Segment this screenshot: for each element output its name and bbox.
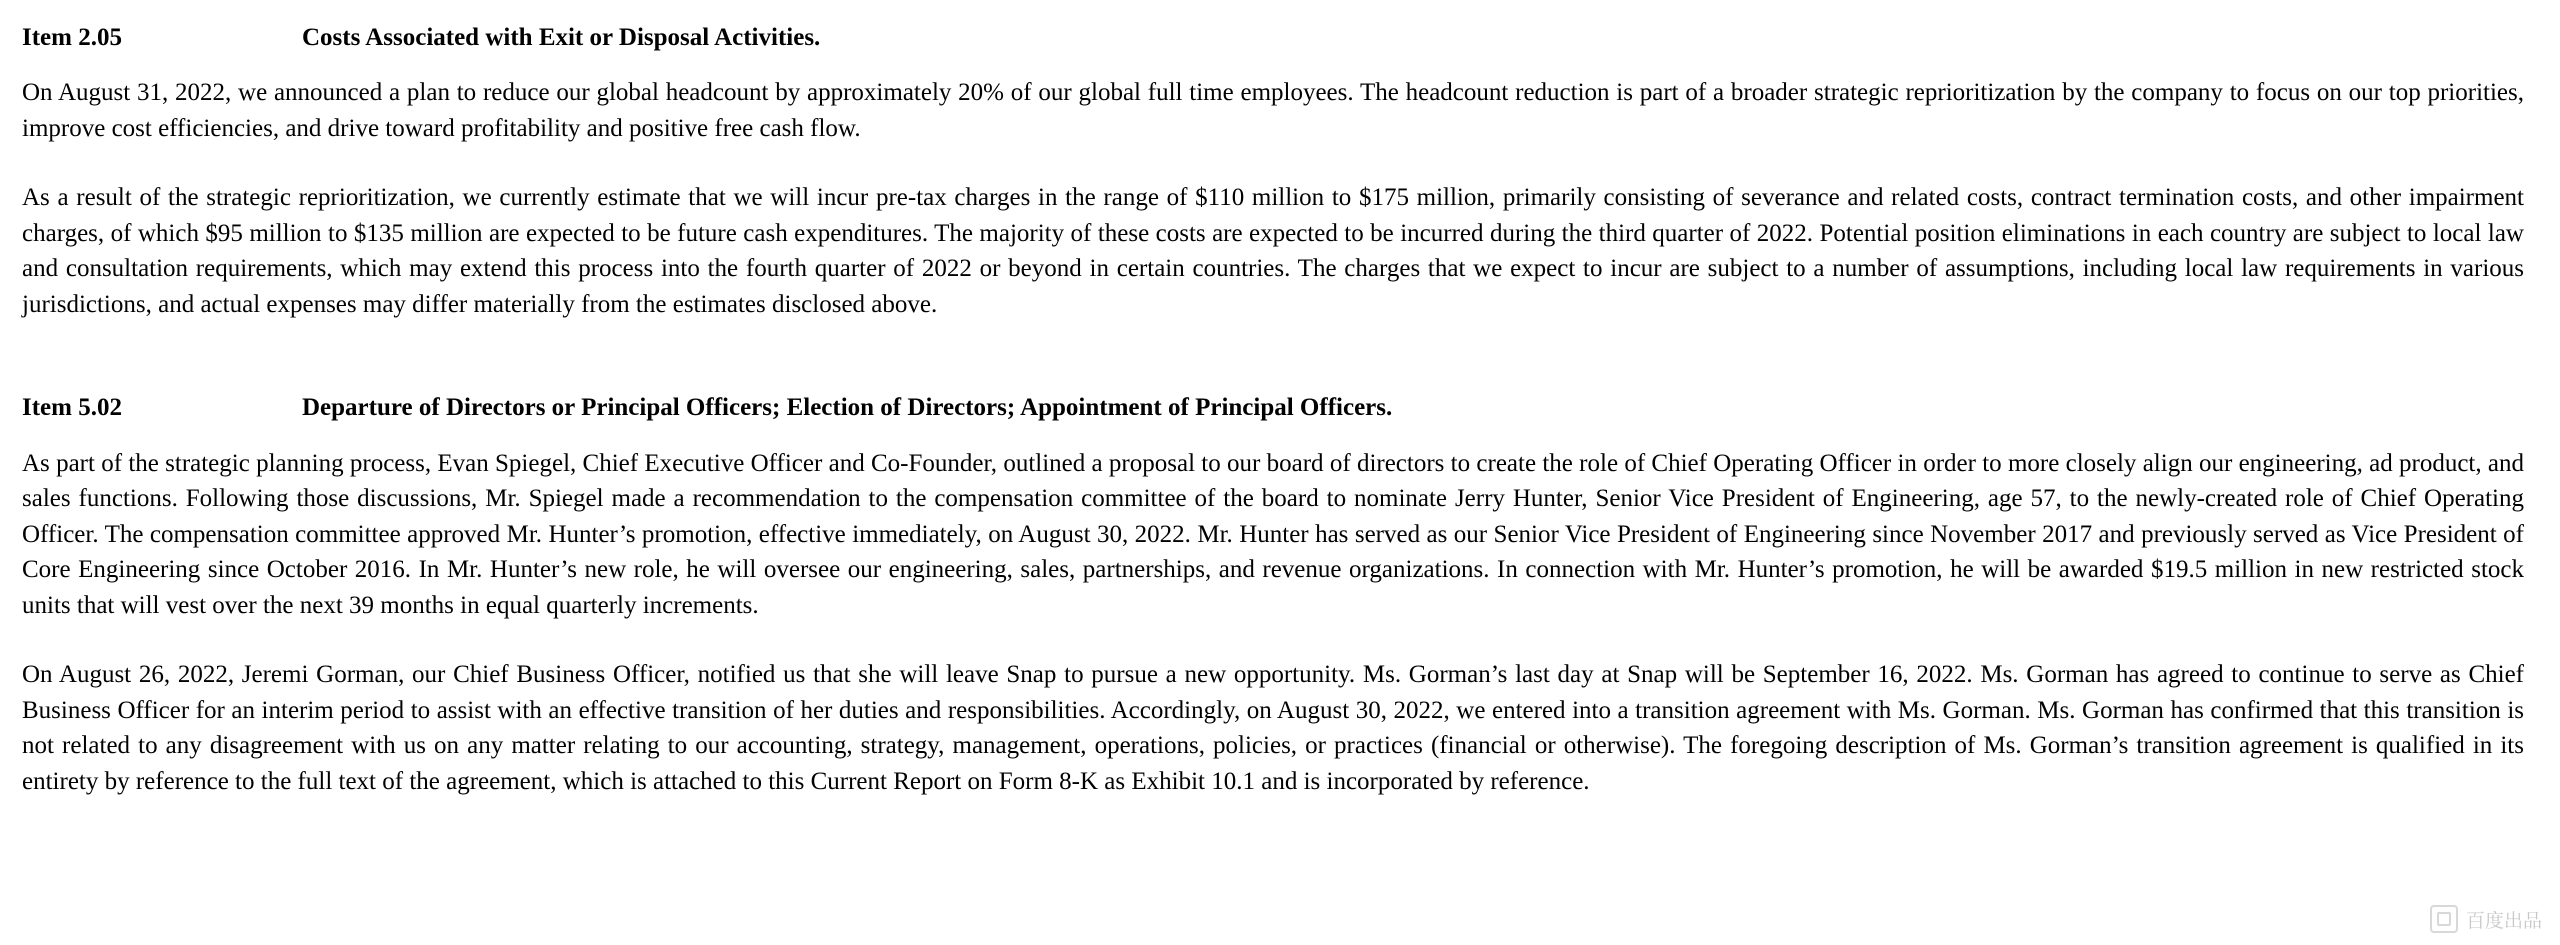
watermark	[2430, 905, 2542, 933]
section-item-title: Costs Associated with Exit or Disposal Activities.	[302, 24, 821, 51]
section-item-number: Item 5.02	[22, 394, 122, 422]
paragraph: As a result of the strategic reprioritization, we currently estimate that we will incur pre-tax charges in the range of $110 million to $175 million, primarily consisting of severance and related costs, contract termination costs, and other impairment charges, of which $95 million to $135 million are expected to be future cash expenditures. The majority of these costs are expected to be incurred during the third quarter of 2022. Potential position eliminations in each country are subject to local law and consultation requirements, which may extend this process into the fourth quarter of 2022 or beyond in certain countries. The charges that we expect to incur are subject to a number of assumptions, including local law requirements in various jurisdictions, and actual expenses may differ materially from the estimates disclosed above.	[22, 184, 2524, 318]
watermark-label: 百度出品	[2465, 910, 2542, 932]
section-item-number: Item 2.05	[22, 24, 122, 51]
paragraph: On August 31, 2022, we announced a plan to reduce our global headcount by approximately 20% of our global full time employees. The headcount reduction is part of a broader strategic reprioritization by the company to focus on our top priorities, improve cost efficiencies, and drive toward profitability and positive free cash flow.	[22, 79, 2524, 142]
paragraph: On August 26, 2022, Jeremi Gorman, our Chief Business Officer, notified us that she will leave Snap to pursue a new opportunity. Ms. Gorman’s last day at Snap will be September 16, 2022. Ms. Gorman has agreed to continue to serve as Chief Business Officer for an interim period to assist with an effective transition of her duties and responsibilities. Accordingly, on August 30, 2022, we entered into a transition agreement with Ms. Gorman. Ms. Gorman has confirmed that this transition is not related to any disagreement with us on any matter relating to our accounting, strategy, management, operations, policies, or practices (financial or otherwise). The foregoing description of Ms. Gorman’s transition agreement is qualified in its entirety by reference to the full text of the agreement, which is attached to this Current Report on Form 8-K as Exhibit 10.1 and is incorporated by reference.	[22, 661, 2524, 795]
paragraph: As part of the strategic planning process, Evan Spiegel, Chief Executive Officer and Co-Founder, outlined a proposal to our board of directors to create the role of Chief Operating Officer in order to more closely align our engineering, ad product, and sales functions. Following those discussions, Mr. Spiegel made a recommendation to the compensation committee of the board to nominate Jerry Hunter, Senior Vice President of Engineering, age 57, to the newly-created role of Chief Operating Officer. The compensation committee approved Mr. Hunter’s promotion, effective immediately, on August 30, 2022. Mr. Hunter has served as our Senior Vice President of Engineering since November 2017 and previously served as Vice President of Core Engineering since October 2016. In Mr. Hunter’s new role, he will oversee our engineering, sales, partnerships, and revenue organizations. In connection with Mr. Hunter’s promotion, he will be awarded $19.5 million in new restricted stock units that will vest over the next 39 months in equal quarterly increments.	[22, 449, 2524, 619]
section-heading-item-5-02	[22, 392, 2524, 423]
section-item-title: Departure of Directors or Principal Officers; Election of Directors; Appointment of Principal Officers.	[302, 394, 1393, 422]
watermark-logo-icon	[2430, 905, 2458, 933]
section-divider-space	[22, 356, 2524, 392]
section-heading-item-2-05	[22, 22, 2524, 53]
